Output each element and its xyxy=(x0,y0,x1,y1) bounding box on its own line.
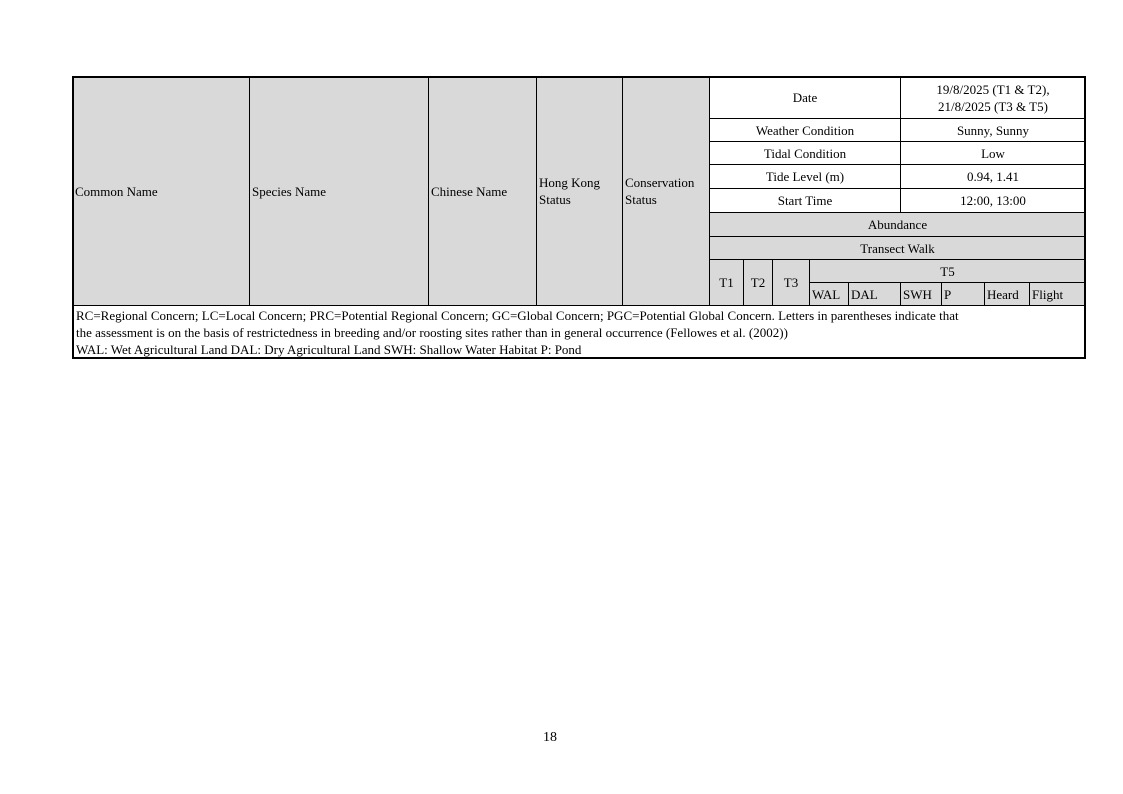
tide-level-value: 0.94, 1.41 xyxy=(900,164,1086,189)
weather-value: Sunny, Sunny xyxy=(900,118,1086,142)
tide-level-label: Tide Level (m) xyxy=(709,164,901,189)
header-species-name: Species Name xyxy=(249,76,429,306)
t5-col-pond: P xyxy=(941,282,985,306)
header-chinese-name: Chinese Name xyxy=(428,76,537,306)
transect-t3-header: T3 xyxy=(772,259,810,306)
t5-col-swh: SWH xyxy=(900,282,942,306)
header-hong-kong-status-text: Hong Kong Status xyxy=(539,175,601,207)
start-time-value: 12:00, 13:00 xyxy=(900,188,1086,213)
transect-t2-header: T2 xyxy=(743,259,773,306)
abundance-header: Abundance xyxy=(709,212,1086,237)
header-hong-kong-status xyxy=(536,76,623,306)
page-number: 18 xyxy=(543,730,557,745)
header-conservation-status-text: Conservation Status xyxy=(625,175,695,207)
start-time-label: Start Time xyxy=(709,188,901,213)
date-value-text: 19/8/2025 (T1 & T2), 21/8/2025 (T3 & T5) xyxy=(936,81,1050,114)
tidal-label: Tidal Condition xyxy=(709,141,901,165)
date-label: Date xyxy=(709,76,901,119)
footnote-line-1: RC=Regional Concern; LC=Local Concern; PRC=Potential Regional Concern; GC=Global Concern; PGC=Potential Global Concern. Letters in parentheses indicate that xyxy=(76,308,959,323)
footnote-line-2: the assessment is on the basis of restrictedness in breeding and/or roosting sites rather than in general occurrence (Fellowes et al. (2002)) xyxy=(76,325,788,340)
footnote-line-3: WAL: Wet Agricultural Land DAL: Dry Agricultural Land SWH: Shallow Water Habitat P: Pond xyxy=(76,342,582,357)
header-common-name: Common Name xyxy=(72,76,250,306)
date-value xyxy=(900,76,1086,119)
transect-t5-header: T5 xyxy=(809,259,1086,283)
t5-col-heard: Heard xyxy=(984,282,1030,306)
transect-walk-header: Transect Walk xyxy=(709,236,1086,260)
weather-label: Weather Condition xyxy=(709,118,901,142)
t5-col-wal: WAL xyxy=(809,282,849,306)
transect-t1-header: T1 xyxy=(709,259,744,306)
tidal-value: Low xyxy=(900,141,1086,165)
table-footnote xyxy=(72,305,1086,359)
header-conservation-status xyxy=(622,76,710,306)
t5-col-dal: DAL xyxy=(848,282,901,306)
t5-col-flight: Flight xyxy=(1029,282,1086,306)
